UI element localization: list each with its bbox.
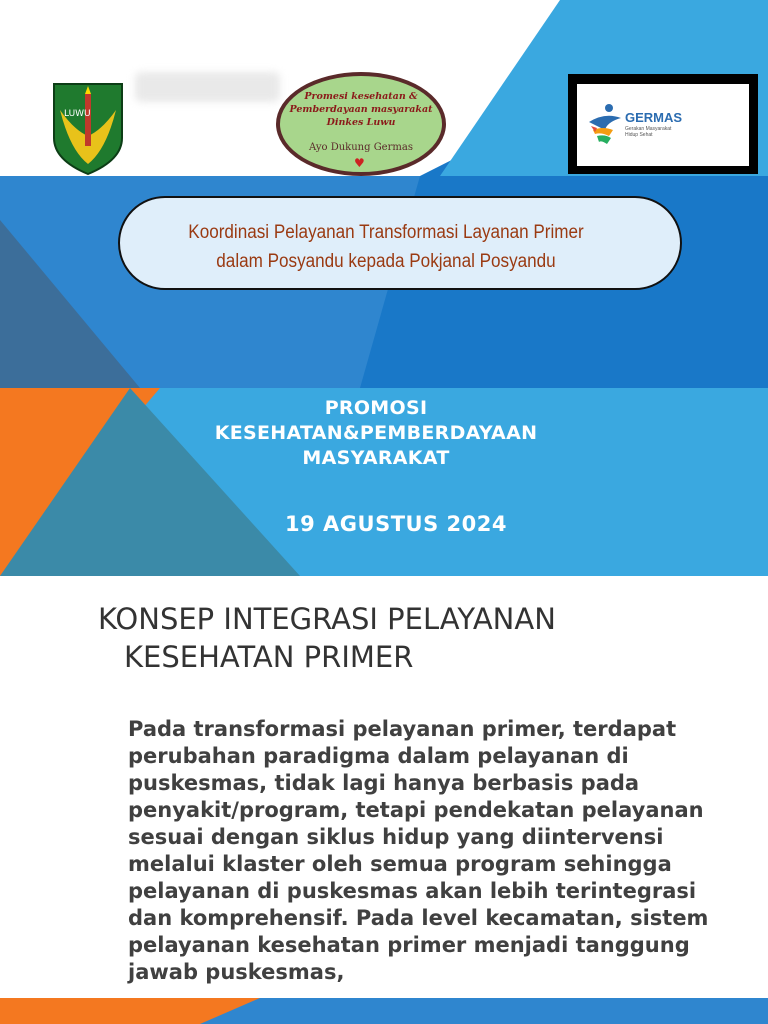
subtitle-line-1: PROMOSI [324,397,428,419]
body-paragraph: Pada transformasi pelayanan primer, terdapat perubahan paradigma dalam pelayanan di puskesmas, tidak lagi hanya berbasis pada penyakit/program, tetapi pendekatan pelayanan sesuai dengan siklus hidup yang diintervensi melalui klaster oleh semua program sehingga pelayanan di puskesmas akan lebih terintegrasi dan komprehensif. Pada level kecamatan, sistem pelayanan kesehatan primer menjadi tanggung jawab puskesmas, [128,717,709,984]
promkes-logo [276,72,446,176]
slide-2-heading [98,600,556,676]
promo-logo-line-1: Promesi kesehatan & [304,91,418,102]
title-box [118,196,682,290]
subtitle-line-2: KESEHATAN&PEMBERDAYAAN [214,422,538,444]
svg-text:LUWU: LUWU [64,109,91,119]
promo-logo-line-2: Pemberdayaan masyarakat [289,104,433,115]
germas-logo [577,84,749,166]
germas-tagline: Gerakan Masyarakat Hidup Sehat [625,126,672,138]
presentation-date: 19 AGUSTUS 2024 [285,512,507,536]
promo-logo-line-4: Ayo Dukung Germas [309,142,413,153]
subtitle [160,396,592,471]
subtitle-line-3: MASYARAKAT [302,447,450,469]
heart-icon: ♥ [354,156,365,170]
germas-wordmark: GERMAS [625,110,683,125]
luwu-regency-logo [50,80,126,176]
germas-logo-frame [568,74,758,174]
promo-logo-line-3: Dinkes Luwu [326,117,396,128]
bottom-decoration [0,998,768,1024]
germas-person-icon [585,100,625,150]
heading-line-1: KONSEP INTEGRASI PELAYANAN [98,602,556,636]
blurred-header-text [135,72,280,102]
heading-line-2: KESEHATAN PRIMER [124,640,414,674]
slide-title: Koordinasi Pelayanan Transformasi Layanan Primer dalam Posyandu kepada Pokjanal Posyandu [188,222,584,272]
